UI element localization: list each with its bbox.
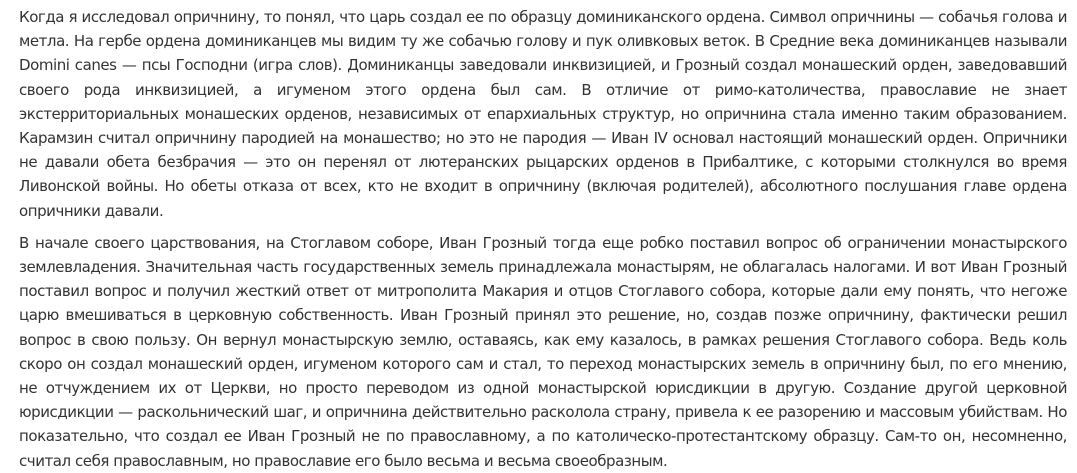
article-paragraph: Когда я исследовал опричнину, то понял, что царь создал ее по образцу доминиканского ордена. Символ опричнины — собачья голова и метла. На гербе ордена доминиканцев мы видим ту же собачью голову и пук оливковых веток. В Средние века доминиканцев называли Domini canes — псы Господни (игра слов). Доминиканцы заведовали инквизицией, и Грозный создал монашеский орден, заведовавший своего рода инквизицией, а игуменом этого ордена был сам. В отличие от римо-католичества, православие не знает экстерриториальных монашеских орденов, независимых от епархиальных структур, но опричнина стала именно таким образованием. Карамзин считал опричнину пародией на монашество; но это не пародия — Иван IV основал настоящий монашеский орден. Опричники не давали обета безбрачия — это он перенял от лютеранских рыцарских орденов в Прибалтике, с которыми столкнулся во время Ливонской войны. Но обеты отказа от всех, кто не входит в опричнину (включая родителей), абсолютного послушания главе ордена опричники давали. bbox=[19, 8, 1067, 220]
article-paragraph: В начале своего царствования, на Стоглавом соборе, Иван Грозный тогда еще робко поставил вопрос об ограничении монастырского землевладения. Значительная часть государственных земель принадлежала монастырям, не облагалась налогами. И вот Иван Грозный поставил вопрос и получил жесткий ответ от митрополита Макария и отцов Стоглавого собора, которые дали ему понять, что негоже царю вмешиваться в церковную собственность. Иван Грозный принял это решение, но, создав позже опричнину, фактически решил вопрос в свою пользу. Он вернул монастырскую землю, оставаясь, как ему казалось, в рамках решения Стоглавого собора. Ведь коль скоро он создал монашеский орден, игуменом которого сам и стал, то переход монастырских земель в опричнину был, по его мнению, не отчуждением их от Церкви, но просто переводом из одной монастырской юрисдикции в другую. Создание другой церковной юрисдикции — раскольнический шаг, и опричнина действительно расколола страну, привела к ее разорению и массовым убийствам. Но показательно, что создал ее Иван Грозный не по православному, а по католическо-протестантскому образцу. Сам-то он, несомненно, считал себя православным, но православие его было весьма и весьма своеобразным. bbox=[19, 233, 1067, 470]
